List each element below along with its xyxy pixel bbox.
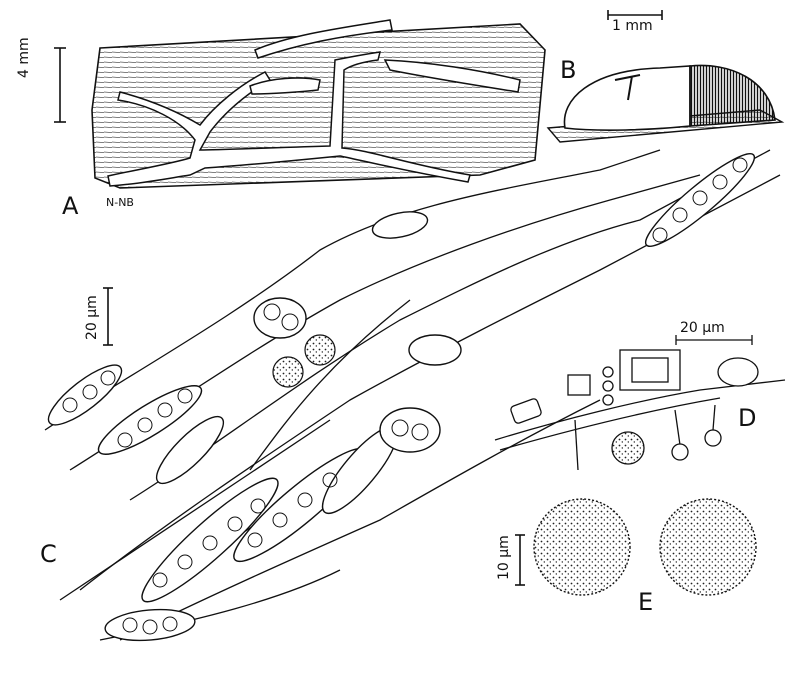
panel-label-b: B <box>560 56 577 84</box>
scale-bar-a <box>54 48 66 122</box>
scale-bar-e <box>515 535 525 585</box>
panel-label-a: A <box>62 192 79 220</box>
panel-d-detail <box>495 335 785 470</box>
scale-label-d: 20 µm <box>680 320 725 336</box>
panel-label-d: D <box>738 404 757 432</box>
panel-c-cell-clusters <box>41 144 763 644</box>
scale-bar-d <box>676 335 752 345</box>
scale-label-c: 20 µm <box>84 295 100 340</box>
panel-label-e: E <box>638 588 654 616</box>
scale-label-b: 1 mm <box>612 18 653 34</box>
panel-e-spores <box>515 499 756 595</box>
panel-a-wood <box>54 20 545 188</box>
scale-label-a: 4 mm <box>16 37 32 78</box>
artist-signature: N-NB <box>106 196 134 209</box>
panel-label-c: C <box>40 540 57 568</box>
panel-c-spores <box>273 335 335 387</box>
panel-b-sporocarp <box>548 10 782 142</box>
scale-bar-c <box>103 288 113 345</box>
scale-label-e: 10 µm <box>496 535 512 580</box>
